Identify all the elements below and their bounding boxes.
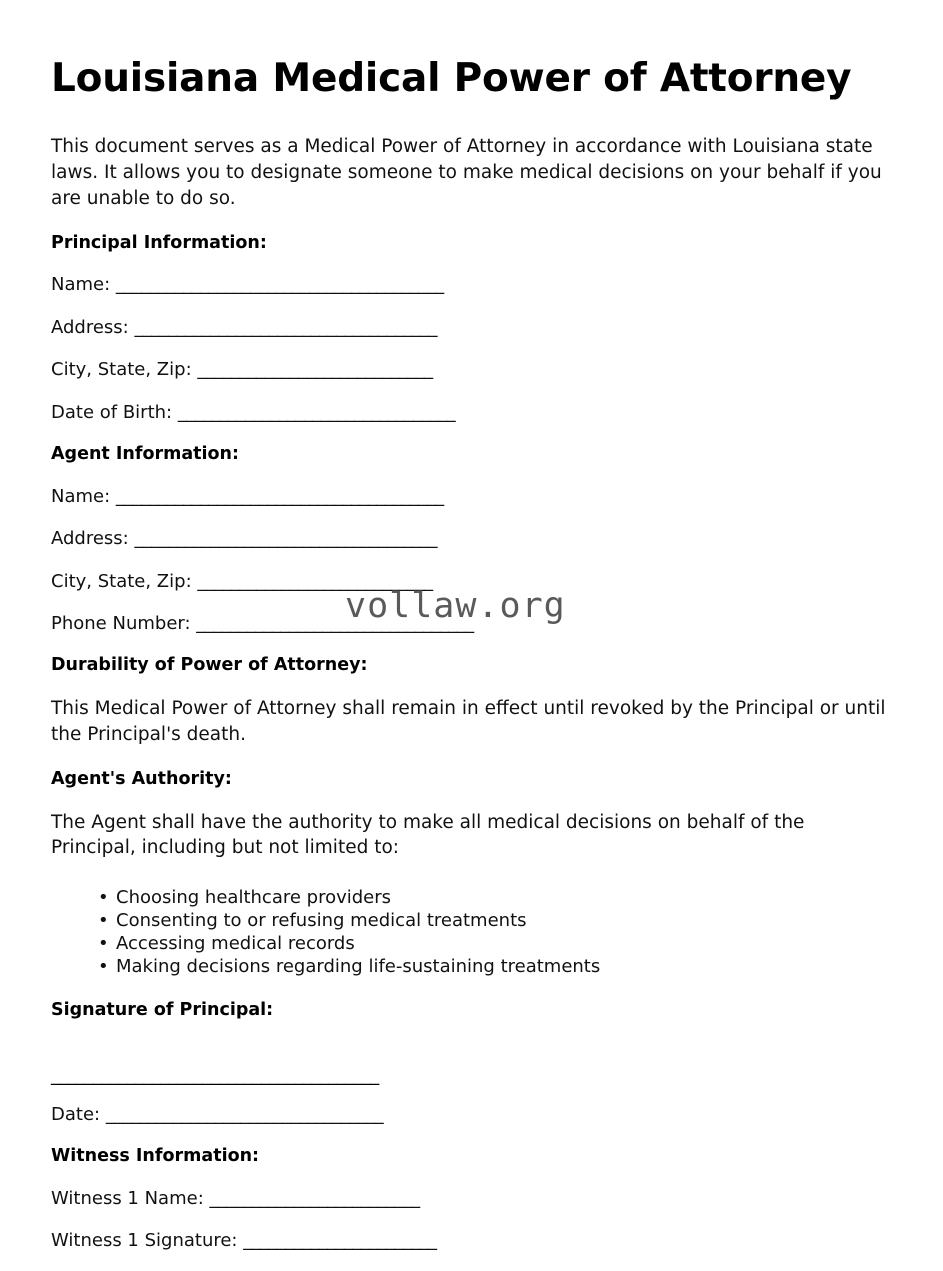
field-principal-date-of-birth bbox=[51, 401, 892, 424]
field-label: City, State, Zip: bbox=[51, 570, 192, 592]
field-label: Address: bbox=[51, 316, 129, 338]
field-agent-city-state-zip bbox=[51, 570, 892, 593]
field-blank-line[interactable]: ____________________________ bbox=[197, 570, 433, 592]
list-item: • Making decisions regarding life-sustaining treatments bbox=[98, 956, 892, 979]
section-heading-durability: Durability of Power of Attorney: bbox=[51, 655, 368, 676]
watermark-vollaw: vollaw.org bbox=[345, 586, 566, 626]
field-blank-line[interactable]: _________________________________ bbox=[105, 1103, 384, 1125]
field-principal-city-state-zip bbox=[51, 358, 892, 381]
signature-blank-line[interactable]: _______________________________________ bbox=[51, 1064, 379, 1086]
page-title: Louisiana Medical Power of Attorney bbox=[51, 56, 852, 101]
field-label: Witness 1 Signature: bbox=[51, 1230, 238, 1252]
field-blank-line[interactable]: _________________________ bbox=[209, 1187, 420, 1209]
principal-signature-line[interactable] bbox=[51, 1041, 892, 1085]
field-blank-line[interactable]: ____________________________________ bbox=[134, 528, 437, 550]
authority-paragraph: The Agent shall have the authority to make all medical decisions on behalf of the Principal, including but not limited to: bbox=[51, 811, 805, 859]
field-blank-line[interactable]: _______________________________________ bbox=[115, 485, 444, 507]
field-principal-address bbox=[51, 316, 892, 339]
document-content bbox=[51, 56, 892, 1271]
field-label: Address: bbox=[51, 528, 129, 550]
field-agent-phone-number bbox=[51, 612, 892, 635]
list-item: • Choosing healthcare providers bbox=[98, 887, 892, 910]
field-label: Witness 1 Name: bbox=[51, 1187, 204, 1209]
field-witness-1-signature bbox=[51, 1229, 892, 1252]
field-agent-name bbox=[51, 485, 892, 508]
field-label: Date: bbox=[51, 1103, 101, 1125]
field-signature-date bbox=[51, 1103, 892, 1126]
field-blank-line[interactable]: _________________________________ bbox=[177, 401, 456, 423]
field-blank-line[interactable]: _________________________________ bbox=[196, 612, 474, 634]
field-blank-line[interactable]: ____________________________________ bbox=[134, 316, 437, 338]
field-label: Name: bbox=[51, 485, 111, 507]
authority-list bbox=[51, 887, 892, 978]
list-item: • Consenting to or refusing medical treatments bbox=[98, 910, 892, 933]
field-label: Phone Number: bbox=[51, 612, 191, 634]
field-blank-line[interactable]: _______________________ bbox=[243, 1230, 437, 1252]
field-blank-line[interactable]: ____________________________ bbox=[197, 359, 433, 381]
section-heading-witness-information: Witness Information: bbox=[51, 1145, 260, 1166]
section-heading-principal-information: Principal Information: bbox=[51, 232, 267, 253]
intro-paragraph: This document serves as a Medical Power of Attorney in accordance with Louisiana state laws. It allows you to designate someone to make medical decisions on your behalf if you are unable to do so. bbox=[51, 136, 882, 209]
durability-paragraph: This Medical Power of Attorney shall remain in effect until revoked by the Principal or until the Principal's death. bbox=[51, 698, 886, 745]
field-label: Date of Birth: bbox=[51, 401, 173, 423]
list-item: • Accessing medical records bbox=[98, 933, 892, 956]
field-label: City, State, Zip: bbox=[51, 359, 192, 381]
field-blank-line[interactable]: _______________________________________ bbox=[115, 274, 444, 296]
field-principal-name bbox=[51, 273, 892, 296]
section-heading-signature-of-principal: Signature of Principal: bbox=[51, 999, 274, 1020]
field-label: Name: bbox=[51, 274, 111, 296]
field-agent-address bbox=[51, 527, 892, 550]
field-witness-1-name bbox=[51, 1187, 892, 1210]
section-heading-agent-information: Agent Information: bbox=[51, 444, 239, 464]
section-heading-agents-authority: Agent's Authority: bbox=[51, 768, 232, 789]
